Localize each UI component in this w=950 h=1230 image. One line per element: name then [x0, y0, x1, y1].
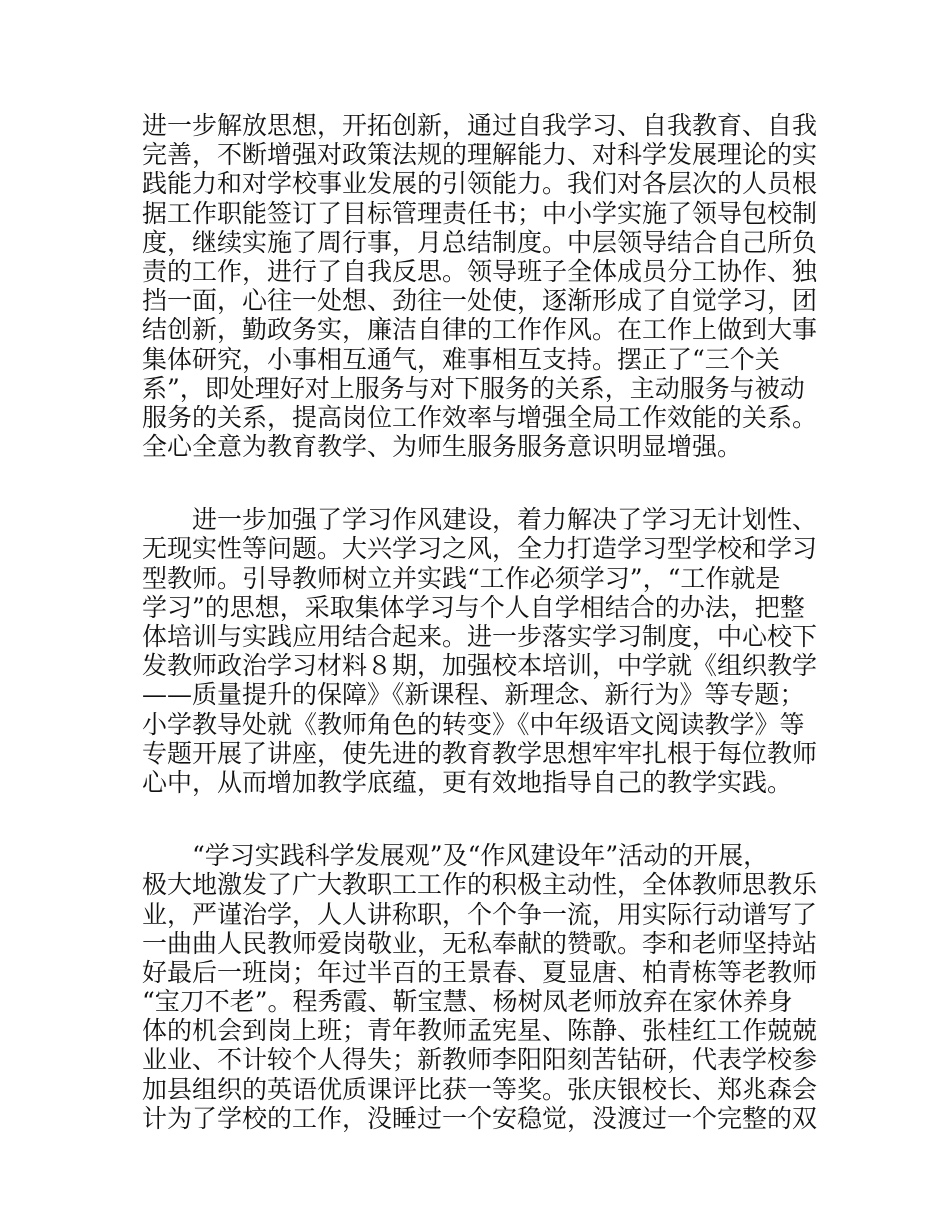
paragraph [142, 841, 818, 1133]
text-line: 全心全意为教育教学、为师生服务服务意识明显增强。 [142, 432, 743, 462]
text-line: 型教师。引导教师树立并实践“工作必须学习”，“工作就是 [142, 563, 781, 593]
text-line: 发教师政治学习材料８期，加强校本培训，中学就《组织教学 [142, 651, 818, 681]
text-line: 一曲曲人民教师爱岗敬业，无私奉献的赞歌。李和老师坚持站 [142, 928, 818, 958]
text-line: 践能力和对学校事业发展的引领能力。我们对各层次的人员根 [142, 169, 818, 199]
text-line: 系”，即处理好对上服务与对下服务的关系，主动服务与被动 [142, 373, 805, 403]
text-line: 集体研究，小事相互通气，难事相互支持。摆正了“三个关 [142, 344, 780, 374]
text-line: 完善，不断增强对政策法规的理解能力、对科学发展理论的实 [142, 140, 818, 170]
text-line: 服务的关系，提高岗位工作效率与增强全局工作效能的关系。 [142, 402, 818, 432]
text-line: 计为了学校的工作，没睡过一个安稳觉，没渡过一个完整的双 [142, 1103, 818, 1133]
text-line: 无现实性等问题。大兴学习之风，全力打造学习型学校和学习 [142, 534, 818, 564]
text-line: 挡一面，心往一处想、劲往一处使，逐渐形成了自觉学习，团 [142, 286, 818, 316]
text-line: “学习实践科学发展观”及“作风建设年”活动的开展， [142, 841, 769, 871]
text-line: 加县组织的英语优质课评比获一等奖。张庆银校长、郑兆森会 [142, 1074, 818, 1104]
text-line: 结创新，勤政务实，廉洁自律的工作作风。在工作上做到大事 [142, 315, 818, 345]
text-line: 进一步加强了学习作风建设，着力解决了学习无计划性、 [142, 505, 818, 535]
document-body [142, 111, 818, 1133]
text-line: 小学教导处就《教师角色的转变》《中年级语文阅读教学》等 [142, 709, 805, 739]
text-line: 业业、不计较个人得失；新教师李阳阳刻苦钻研，代表学校参 [142, 1045, 818, 1075]
paragraph-spacer [142, 797, 814, 841]
text-line: 心中，从而增加教学底蕴，更有效地指导自己的教学实践。 [142, 767, 793, 797]
text-line: 极大地激发了广大教职工工作的积极主动性，全体教师思教乐 [142, 870, 818, 900]
paragraph [142, 111, 818, 462]
text-line: 体的机会到岗上班；青年教师孟宪星、陈静、张桂红工作兢兢 [142, 1016, 818, 1046]
text-line: ——质量提升的保障》《新课程、新理念、新行为》等专题； [142, 680, 805, 710]
text-line: 责的工作，进行了自我反思。领导班子全体成员分工协作、独 [142, 256, 818, 286]
text-line: 专题开展了讲座，使先进的教育教学思想牢牢扎根于每位教师 [142, 738, 818, 768]
text-line: 度，继续实施了周行事，月总结制度。中层领导结合自己所负 [142, 227, 818, 257]
paragraph-spacer [142, 461, 814, 505]
text-line: 据工作职能签订了目标管理责任书；中小学实施了领导包校制 [142, 198, 818, 228]
text-line: 体培训与实践应用结合起来。进一步落实学习制度，中心校下 [142, 622, 818, 651]
text-line: 进一步解放思想，开拓创新，通过自我学习、自我教育、自我 [142, 111, 818, 140]
text-line: 业，严谨治学，人人讲称职，个个争一流，用实际行动谱写了 [142, 899, 818, 929]
paragraph [142, 505, 818, 797]
text-line: 好最后一班岗；年过半百的王景春、夏显唐、柏青栋等老教师 [142, 957, 818, 987]
text-line: “宝刀不老”。程秀霞、靳宝慧、杨树凤老师放弃在家休养身 [142, 987, 793, 1017]
text-line: 学习”的思想，采取集体学习与个人自学相结合的办法，把整 [142, 592, 805, 622]
